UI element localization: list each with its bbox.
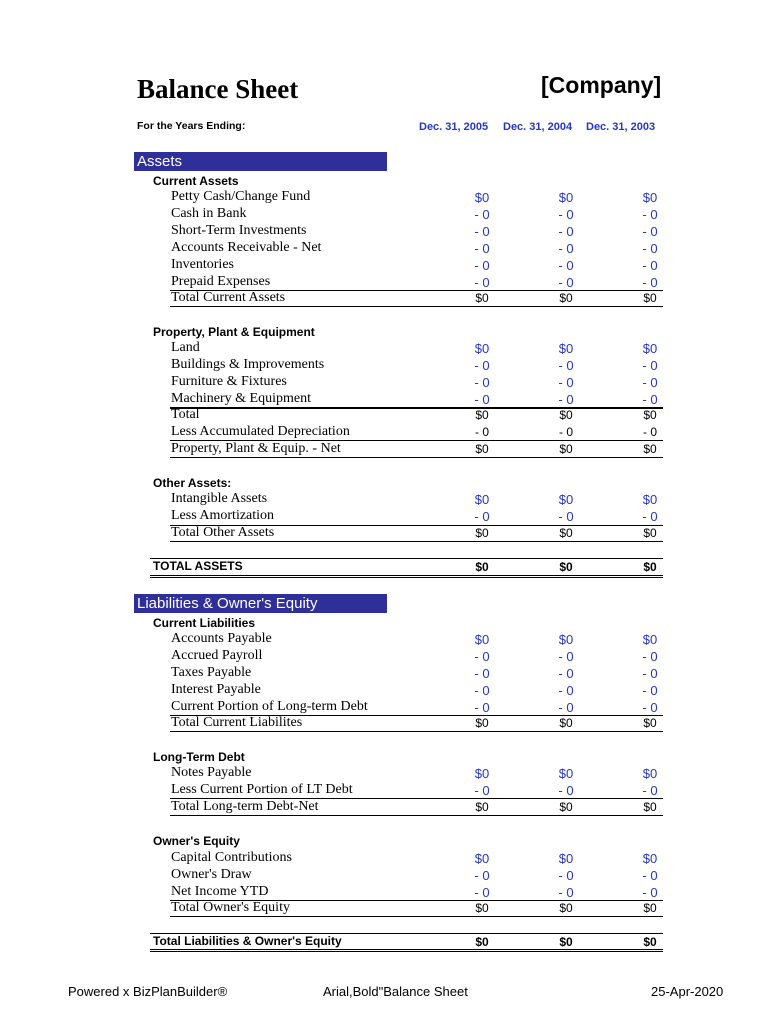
long-term-debt-row-value-0: $0 bbox=[474, 766, 490, 781]
current-asset-row-value-1: $0 bbox=[558, 190, 574, 205]
other-asset-row-value-0: - 0 bbox=[474, 509, 490, 525]
current-asset-row-value-0: $0 bbox=[474, 190, 490, 205]
page-title: Balance Sheet bbox=[137, 74, 299, 104]
current-liability-row: Taxes Payable bbox=[171, 664, 252, 680]
current-liability-row-value-2: $0 bbox=[642, 632, 658, 647]
section-band-liabilities: Liabilities & Owner's Equity bbox=[134, 594, 387, 613]
column-header-2005: Dec. 31, 2005 bbox=[419, 121, 489, 133]
other-asset-row-value-1: $0 bbox=[558, 492, 574, 507]
footer-date: 25-Apr-2020 bbox=[651, 984, 724, 999]
current-liability-row-value-1: $0 bbox=[558, 632, 574, 647]
company-name: [Company] bbox=[541, 72, 662, 98]
total-long-term-debt: Total Long-term Debt-Net bbox=[171, 799, 319, 814]
current-liability-row-value-2: - 0 bbox=[642, 648, 658, 664]
ppe-net: Property, Plant & Equip. - Net bbox=[171, 441, 341, 456]
current-asset-row-value-0: - 0 bbox=[474, 240, 490, 256]
current-asset-row-value-2: - 0 bbox=[642, 274, 658, 290]
ppe-row-value-0: - 0 bbox=[474, 374, 490, 390]
current-liability-row-value-1: - 0 bbox=[558, 699, 574, 715]
divider-line bbox=[170, 457, 663, 458]
long-term-debt-row: Notes Payable bbox=[171, 765, 252, 780]
total-long-term-debt-value-0: $0 bbox=[475, 800, 489, 814]
current-asset-row-value-2: - 0 bbox=[642, 206, 658, 222]
owners-equity-row-value-0: $0 bbox=[474, 851, 490, 866]
current-liability-row-value-1: - 0 bbox=[558, 648, 574, 664]
total-long-term-debt-value-1: $0 bbox=[559, 800, 573, 814]
total-other-assets-value-1: $0 bbox=[559, 526, 573, 540]
owners-equity-row-value-1: $0 bbox=[558, 851, 574, 866]
owners-equity-row-value-1: - 0 bbox=[558, 867, 574, 883]
current-liability-row-value-0: - 0 bbox=[474, 648, 490, 664]
group-heading-long-term-debt: Long-Term Debt bbox=[153, 750, 245, 764]
long-term-debt-row: Less Current Portion of LT Debt bbox=[171, 782, 353, 798]
section-band-assets: Assets bbox=[134, 152, 387, 171]
total-other-assets: Total Other Assets bbox=[171, 525, 275, 540]
owners-equity-row-value-1: - 0 bbox=[558, 884, 574, 900]
current-liability-row-value-2: - 0 bbox=[642, 665, 658, 681]
divider-line bbox=[170, 541, 663, 542]
ppe-row-value-0: $0 bbox=[474, 341, 490, 356]
ppe-total-value-1: $0 bbox=[559, 408, 573, 422]
other-asset-row-value-2: $0 bbox=[642, 492, 658, 507]
group-heading-other-assets: Other Assets: bbox=[153, 476, 232, 490]
current-liability-row-value-0: $0 bbox=[474, 632, 490, 647]
ppe-row-value-2: - 0 bbox=[642, 391, 658, 407]
current-asset-row-value-1: - 0 bbox=[558, 257, 574, 273]
current-liability-row: Current Portion of Long-term Debt bbox=[171, 698, 368, 714]
ppe-row-value-2: - 0 bbox=[642, 357, 658, 373]
current-asset-row-value-1: - 0 bbox=[558, 240, 574, 256]
owners-equity-row: Owner's Draw bbox=[171, 866, 252, 882]
total-current-assets: Total Current Assets bbox=[171, 290, 286, 305]
divider-line bbox=[150, 951, 663, 952]
current-liability-row: Interest Payable bbox=[171, 681, 261, 697]
ppe-total-value-2: $0 bbox=[643, 408, 657, 422]
current-asset-row-value-2: - 0 bbox=[642, 257, 658, 273]
ppe-row: Buildings & Improvements bbox=[171, 356, 325, 372]
total-liabilities-equity: Total Liabilities & Owner's Equity bbox=[153, 934, 342, 948]
long-term-debt-row-value-2: $0 bbox=[642, 766, 658, 781]
ppe-row-value-0: - 0 bbox=[474, 357, 490, 373]
long-term-debt-row-value-2: - 0 bbox=[642, 783, 658, 799]
owners-equity-row-value-2: $0 bbox=[642, 851, 658, 866]
total-other-assets-value-2: $0 bbox=[643, 526, 657, 540]
total-long-term-debt-value-2: $0 bbox=[643, 800, 657, 814]
other-asset-row-value-2: - 0 bbox=[642, 509, 658, 525]
ppe-row: Land bbox=[171, 340, 200, 355]
long-term-debt-row-value-1: - 0 bbox=[558, 783, 574, 799]
total-owners-equity-value-1: $0 bbox=[559, 901, 573, 915]
current-liability-row: Accounts Payable bbox=[171, 631, 272, 646]
ppe-less-depreciation: Less Accumulated Depreciation bbox=[171, 424, 350, 439]
total-current-assets-value-1: $0 bbox=[559, 291, 573, 305]
current-liability-row-value-1: - 0 bbox=[558, 682, 574, 698]
current-asset-row-value-0: - 0 bbox=[474, 206, 490, 222]
current-liability-row-value-0: - 0 bbox=[474, 699, 490, 715]
other-asset-row: Less Amortization bbox=[171, 508, 275, 524]
ppe-row-value-1: $0 bbox=[558, 341, 574, 356]
current-asset-row-value-0: - 0 bbox=[474, 223, 490, 239]
ppe-row: Furniture & Fixtures bbox=[171, 373, 287, 389]
group-heading-current-assets: Current Assets bbox=[153, 174, 239, 188]
divider-line bbox=[150, 575, 663, 576]
current-asset-row: Petty Cash/Change Fund bbox=[171, 189, 311, 204]
total-liabilities-equity-value-2: $0 bbox=[643, 935, 657, 949]
current-liability-row-value-2: - 0 bbox=[642, 699, 658, 715]
ppe-less-depreciation-value-2: - 0 bbox=[642, 425, 657, 439]
ppe-row-value-2: - 0 bbox=[642, 374, 658, 390]
total-assets-value-2: $0 bbox=[643, 560, 657, 574]
total-current-assets-value-0: $0 bbox=[475, 291, 489, 305]
ppe-less-depreciation-value-1: - 0 bbox=[558, 425, 573, 439]
total-current-liabilities: Total Current Liabilites bbox=[171, 715, 303, 730]
ppe-net-value-1: $0 bbox=[559, 442, 573, 456]
ppe-less-depreciation-value-0: - 0 bbox=[474, 425, 489, 439]
current-asset-row-value-2: - 0 bbox=[642, 223, 658, 239]
current-liability-row: Accrued Payroll bbox=[171, 647, 263, 663]
total-assets-value-1: $0 bbox=[559, 560, 573, 574]
divider-line bbox=[170, 815, 663, 816]
current-asset-row-value-1: - 0 bbox=[558, 274, 574, 290]
other-asset-row-value-1: - 0 bbox=[558, 509, 574, 525]
current-asset-row-value-1: - 0 bbox=[558, 223, 574, 239]
current-asset-row: Accounts Receivable - Net bbox=[171, 239, 322, 255]
total-liabilities-equity-value-0: $0 bbox=[475, 935, 489, 949]
total-current-liabilities-value-1: $0 bbox=[559, 716, 573, 730]
divider-line bbox=[170, 731, 663, 732]
current-asset-row-value-2: - 0 bbox=[642, 240, 658, 256]
current-liability-row-value-1: - 0 bbox=[558, 665, 574, 681]
total-assets-value-0: $0 bbox=[475, 560, 489, 574]
ppe-row-value-0: - 0 bbox=[474, 391, 490, 407]
divider-line bbox=[170, 916, 663, 917]
ppe-total: Total bbox=[171, 407, 200, 422]
ppe-row: Machinery & Equipment bbox=[171, 390, 311, 406]
total-owners-equity-value-2: $0 bbox=[643, 901, 657, 915]
divider-line bbox=[170, 306, 663, 307]
owners-equity-row-value-0: - 0 bbox=[474, 867, 490, 883]
total-owners-equity-value-0: $0 bbox=[475, 901, 489, 915]
other-asset-row: Intangible Assets bbox=[171, 491, 268, 506]
ppe-row-value-2: $0 bbox=[642, 341, 658, 356]
current-liability-row-value-0: - 0 bbox=[474, 682, 490, 698]
column-header-2003: Dec. 31, 2003 bbox=[586, 121, 656, 133]
ppe-row-value-1: - 0 bbox=[558, 357, 574, 373]
other-asset-row-value-0: $0 bbox=[474, 492, 490, 507]
current-liability-row-value-2: - 0 bbox=[642, 682, 658, 698]
divider-line bbox=[150, 577, 663, 578]
owners-equity-row: Capital Contributions bbox=[171, 850, 292, 865]
total-current-assets-value-2: $0 bbox=[643, 291, 657, 305]
total-owners-equity: Total Owner's Equity bbox=[171, 900, 290, 915]
current-asset-row-value-2: $0 bbox=[642, 190, 658, 205]
owners-equity-row-value-2: - 0 bbox=[642, 867, 658, 883]
group-heading-owners-equity: Owner's Equity bbox=[153, 834, 240, 848]
current-asset-row: Prepaid Expenses bbox=[171, 273, 271, 289]
divider-line bbox=[150, 949, 663, 950]
current-asset-row: Short-Term Investments bbox=[171, 222, 307, 238]
current-liability-row-value-0: - 0 bbox=[474, 665, 490, 681]
long-term-debt-row-value-1: $0 bbox=[558, 766, 574, 781]
current-asset-row-value-0: - 0 bbox=[474, 257, 490, 273]
current-asset-row: Cash in Bank bbox=[171, 205, 247, 221]
long-term-debt-row-value-0: - 0 bbox=[474, 783, 490, 799]
owners-equity-row: Net Income YTD bbox=[171, 883, 269, 899]
ppe-net-value-0: $0 bbox=[475, 442, 489, 456]
ppe-total-value-0: $0 bbox=[475, 408, 489, 422]
current-asset-row-value-1: - 0 bbox=[558, 206, 574, 222]
group-heading-ppe: Property, Plant & Equipment bbox=[153, 325, 315, 339]
group-heading-current-liabilities: Current Liabilities bbox=[153, 616, 256, 630]
owners-equity-row-value-2: - 0 bbox=[642, 884, 658, 900]
footer-powered-by: Powered x BizPlanBuilder® bbox=[68, 984, 228, 999]
column-header-2004: Dec. 31, 2004 bbox=[503, 121, 573, 133]
ppe-net-value-2: $0 bbox=[643, 442, 657, 456]
years-label: For the Years Ending: bbox=[137, 120, 246, 132]
footer-sheet-name: Arial,Bold"Balance Sheet bbox=[323, 984, 468, 999]
owners-equity-row-value-0: - 0 bbox=[474, 884, 490, 900]
ppe-row-value-1: - 0 bbox=[558, 374, 574, 390]
total-liabilities-equity-value-1: $0 bbox=[559, 935, 573, 949]
ppe-row-value-1: - 0 bbox=[558, 391, 574, 407]
total-assets: TOTAL ASSETS bbox=[153, 559, 243, 573]
current-asset-row-value-0: - 0 bbox=[474, 274, 490, 290]
total-other-assets-value-0: $0 bbox=[475, 526, 489, 540]
current-asset-row: Inventories bbox=[171, 256, 234, 272]
total-current-liabilities-value-2: $0 bbox=[643, 716, 657, 730]
total-current-liabilities-value-0: $0 bbox=[475, 716, 489, 730]
